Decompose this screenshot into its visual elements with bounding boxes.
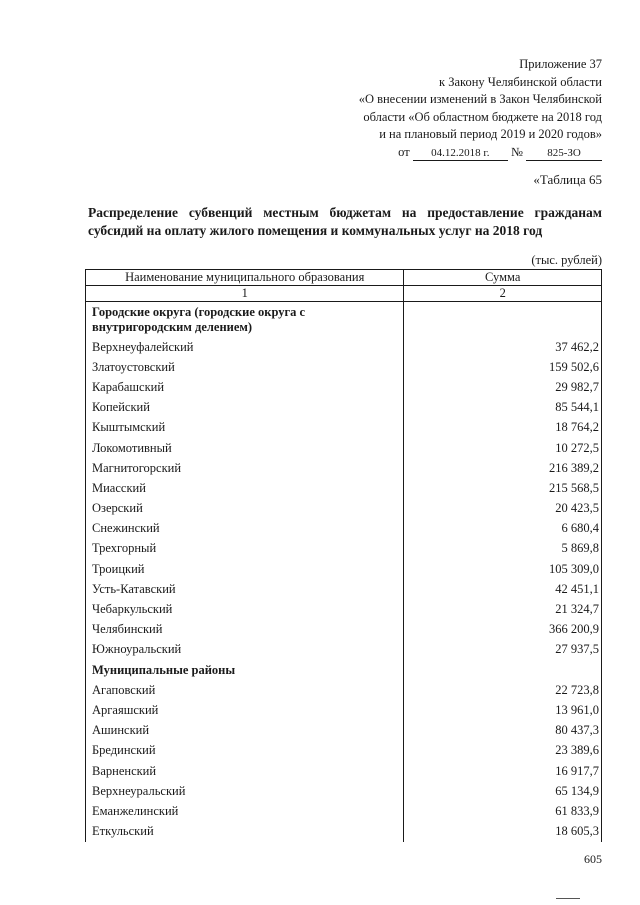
column-number-row: [86, 286, 602, 302]
amount-value: 159 502,6: [404, 357, 602, 377]
amount-value: 29 982,7: [404, 377, 602, 397]
amount-value: 215 568,5: [404, 478, 602, 498]
table-row: [86, 599, 602, 619]
table-row: [86, 741, 602, 761]
header-row: [86, 270, 602, 286]
municipality-name: Троицкий: [86, 559, 404, 579]
document-title: Распределение субвенций местным бюджетам на предоставление гражданам субсидий на оплату жилого помещения и коммунальных услуг на 2018 год: [88, 205, 602, 238]
municipality-name: Ашинский: [86, 721, 404, 741]
appendix-header: [359, 56, 602, 162]
column-number: 2: [404, 286, 602, 302]
municipality-name: Южноуральский: [86, 640, 404, 660]
table-row: [86, 458, 602, 478]
table-row: [86, 680, 602, 700]
amount-value: 80 437,3: [404, 721, 602, 741]
subvention-table: [85, 269, 602, 842]
law-date: 04.12.2018 г.: [413, 147, 508, 161]
amount-value: 16 917,7: [404, 761, 602, 781]
group-row: [86, 302, 602, 338]
municipality-name: Миасский: [86, 478, 404, 498]
table-row: [86, 357, 602, 377]
amount-value: 85 544,1: [404, 398, 602, 418]
table-row: [86, 559, 602, 579]
municipality-name: Брединский: [86, 741, 404, 761]
date-number-line: [359, 144, 602, 162]
amount-value: 42 451,1: [404, 579, 602, 599]
table-body: [86, 302, 602, 842]
municipality-name: Магнитогорский: [86, 458, 404, 478]
units-label: (тыс. рублей): [531, 253, 602, 267]
footer-mark: [556, 898, 580, 899]
table-row: [86, 438, 602, 458]
amount-value: 37 462,2: [404, 337, 602, 357]
municipality-name: Аргаяшский: [86, 700, 404, 720]
amount-value: 27 937,5: [404, 640, 602, 660]
municipality-name: Локомотивный: [86, 438, 404, 458]
amount-value: 10 272,5: [404, 438, 602, 458]
municipality-name: Верхнеуральский: [86, 781, 404, 801]
amount-value: 20 423,5: [404, 499, 602, 519]
municipality-name: Копейский: [86, 398, 404, 418]
group-value: [404, 660, 602, 680]
table-row: [86, 579, 602, 599]
table-row: [86, 822, 602, 842]
municipality-name: Еманжелинский: [86, 801, 404, 821]
municipality-name: Усть-Катавский: [86, 579, 404, 599]
table-row: [86, 519, 602, 539]
amount-value: 105 309,0: [404, 559, 602, 579]
municipality-name: Карабашский: [86, 377, 404, 397]
column-number: 1: [86, 286, 404, 302]
table-row: [86, 478, 602, 498]
number-prefix: №: [510, 144, 523, 159]
amount-value: 18 764,2: [404, 418, 602, 438]
appendix-line: к Закону Челябинской области: [439, 74, 602, 89]
table-row: [86, 781, 602, 801]
table-row: [86, 398, 602, 418]
amount-value: 22 723,8: [404, 680, 602, 700]
municipality-name: Трехгорный: [86, 539, 404, 559]
column-header-sum: Сумма: [404, 270, 602, 286]
table-row: [86, 801, 602, 821]
law-number: 825-ЗО: [526, 147, 602, 161]
amount-value: 5 869,8: [404, 539, 602, 559]
municipality-name: Кыштымский: [86, 418, 404, 438]
appendix-line: и на плановый период 2019 и 2020 годов»: [379, 127, 602, 142]
amount-value: 13 961,0: [404, 700, 602, 720]
amount-value: 65 134,9: [404, 781, 602, 801]
appendix-line: Приложение 37: [519, 57, 602, 71]
amount-value: 23 389,6: [404, 741, 602, 761]
date-prefix: от: [398, 144, 410, 159]
table-row: [86, 337, 602, 357]
group-title: Муниципальные районы: [86, 660, 404, 680]
column-header-name: Наименование муниципального образования: [86, 270, 404, 286]
municipality-name: Озерский: [86, 499, 404, 519]
amount-value: 366 200,9: [404, 620, 602, 640]
table-row: [86, 539, 602, 559]
municipality-name: Снежинский: [86, 519, 404, 539]
table-row: [86, 418, 602, 438]
table-row: [86, 620, 602, 640]
municipality-name: Челябинский: [86, 620, 404, 640]
page-number: 605: [584, 852, 602, 866]
amount-value: 216 389,2: [404, 458, 602, 478]
table-row: [86, 499, 602, 519]
table-row: [86, 721, 602, 741]
amount-value: 6 680,4: [404, 519, 602, 539]
amount-value: 61 833,9: [404, 801, 602, 821]
group-title: Городские округа (городские округа с внутригородским делением): [86, 302, 404, 338]
table-label: «Таблица 65: [533, 172, 602, 187]
municipality-name: Варненский: [86, 761, 404, 781]
municipality-name: Чебаркульский: [86, 599, 404, 619]
appendix-line: области «Об областном бюджете на 2018 год: [363, 109, 602, 124]
amount-value: 21 324,7: [404, 599, 602, 619]
table-row: [86, 761, 602, 781]
table-row: [86, 377, 602, 397]
group-row: [86, 660, 602, 680]
appendix-line: «О внесении изменений в Закон Челябинской: [358, 92, 602, 107]
municipality-name: Агаповский: [86, 680, 404, 700]
municipality-name: Еткульский: [86, 822, 404, 842]
group-value: [404, 302, 602, 338]
municipality-name: Златоустовский: [86, 357, 404, 377]
table-row: [86, 700, 602, 720]
amount-value: 18 605,3: [404, 822, 602, 842]
table-row: [86, 640, 602, 660]
municipality-name: Верхнеуфалейский: [86, 337, 404, 357]
